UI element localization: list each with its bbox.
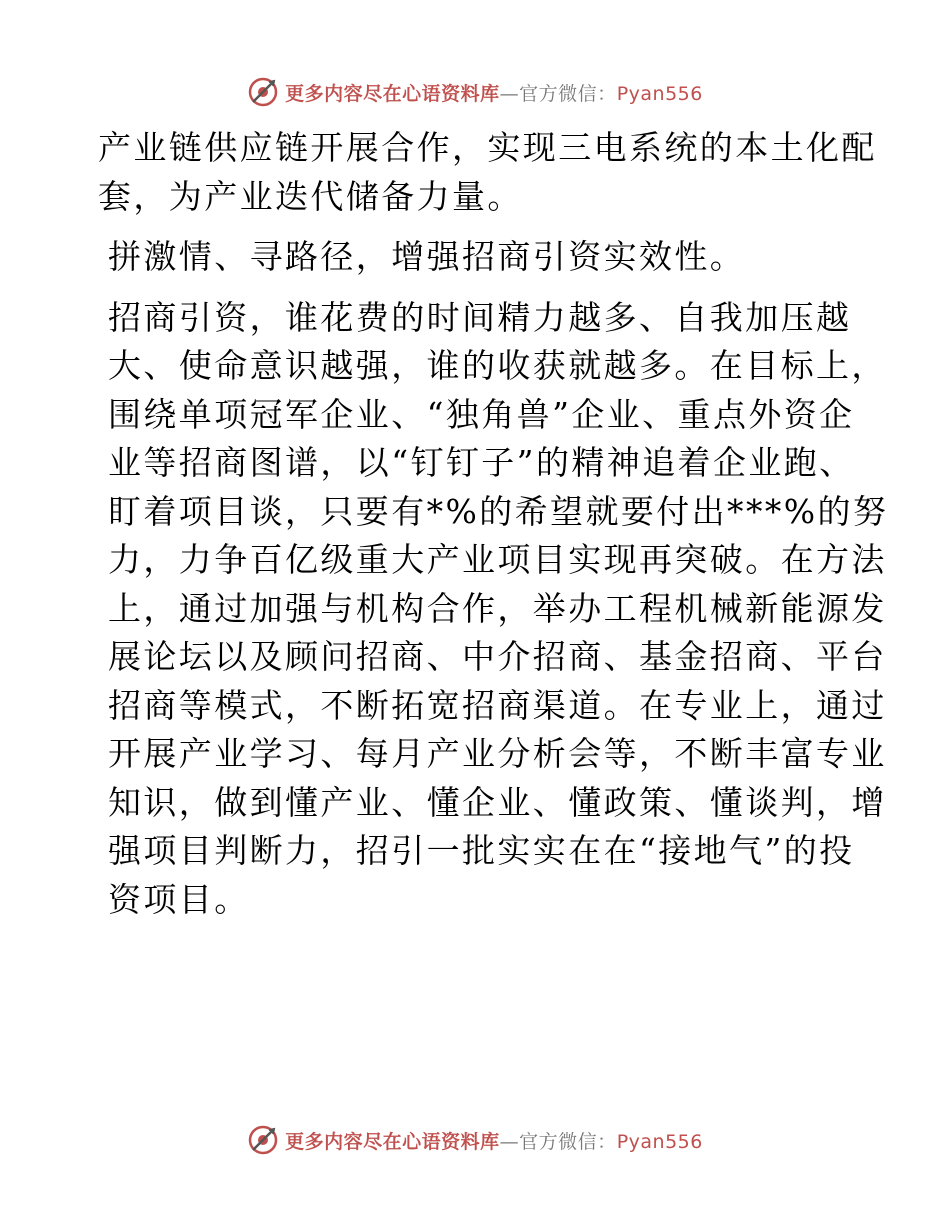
- watermark-text-main: 更多内容尽在心语资料库: [285, 1130, 500, 1153]
- text-line: 招商等模式，不断拓宽招商渠道。在专业上，通过: [108, 685, 887, 725]
- text-line: 套，为产业迭代储备力量。: [98, 176, 523, 216]
- watermark-text-main: 更多内容尽在心语资料库: [285, 82, 500, 105]
- text-line: 盯着项目谈，只要有*%的希望就要付出***%的努: [108, 491, 889, 531]
- text-line: 强项目判断力，招引一批实实在在“接地气”的投: [108, 831, 855, 870]
- text-line: 大、使命意识越强，谁的收获就越多。在目标上，: [108, 346, 887, 385]
- text-line: 拼激情、寻路径，增强招商引资实效性。: [108, 237, 746, 276]
- watermark-logo-icon: [247, 76, 279, 108]
- watermark-header: [0, 72, 950, 112]
- text-line: 产业链供应链开展合作，实现三电系统的本土化配: [98, 128, 877, 167]
- paragraph-2-heading: [98, 233, 850, 282]
- text-line: 开展产业学习、每月产业分析会等，不断丰富专业: [108, 734, 887, 773]
- text-line: 知识，做到懂产业、懂企业、懂政策、懂谈判，增: [108, 782, 887, 822]
- watermark-text-sep: —官方微信：: [499, 82, 617, 105]
- text-line: 业等招商图谱，以“钉钉子”的精神追着企业跑、: [108, 443, 855, 482]
- paragraph-3: [98, 294, 889, 925]
- text-line: 力，力争百亿级重大产业项目实现再突破。在方法: [108, 540, 887, 579]
- watermark-text-id: Pyan556: [616, 82, 703, 105]
- paragraph-1: [98, 124, 877, 221]
- watermark-text-id: Pyan556: [616, 1130, 703, 1153]
- text-line: 上，通过加强与机构合作，举办工程机械新能源发: [108, 588, 887, 628]
- watermark-logo-icon: [247, 1124, 279, 1156]
- watermark-text-sep: —官方微信：: [499, 1130, 617, 1153]
- watermark-footer: [0, 1120, 950, 1160]
- document-body: [98, 124, 889, 924]
- text-line: 资项目。: [108, 879, 250, 919]
- text-line: 围绕单项冠军企业、“独角兽”企业、重点外资企: [108, 394, 855, 434]
- text-line: 招商引资，谁花费的时间精力越多、自我加压越: [108, 297, 852, 337]
- text-line: 展论坛以及顾问招商、中介招商、基金招商、平台: [108, 637, 887, 676]
